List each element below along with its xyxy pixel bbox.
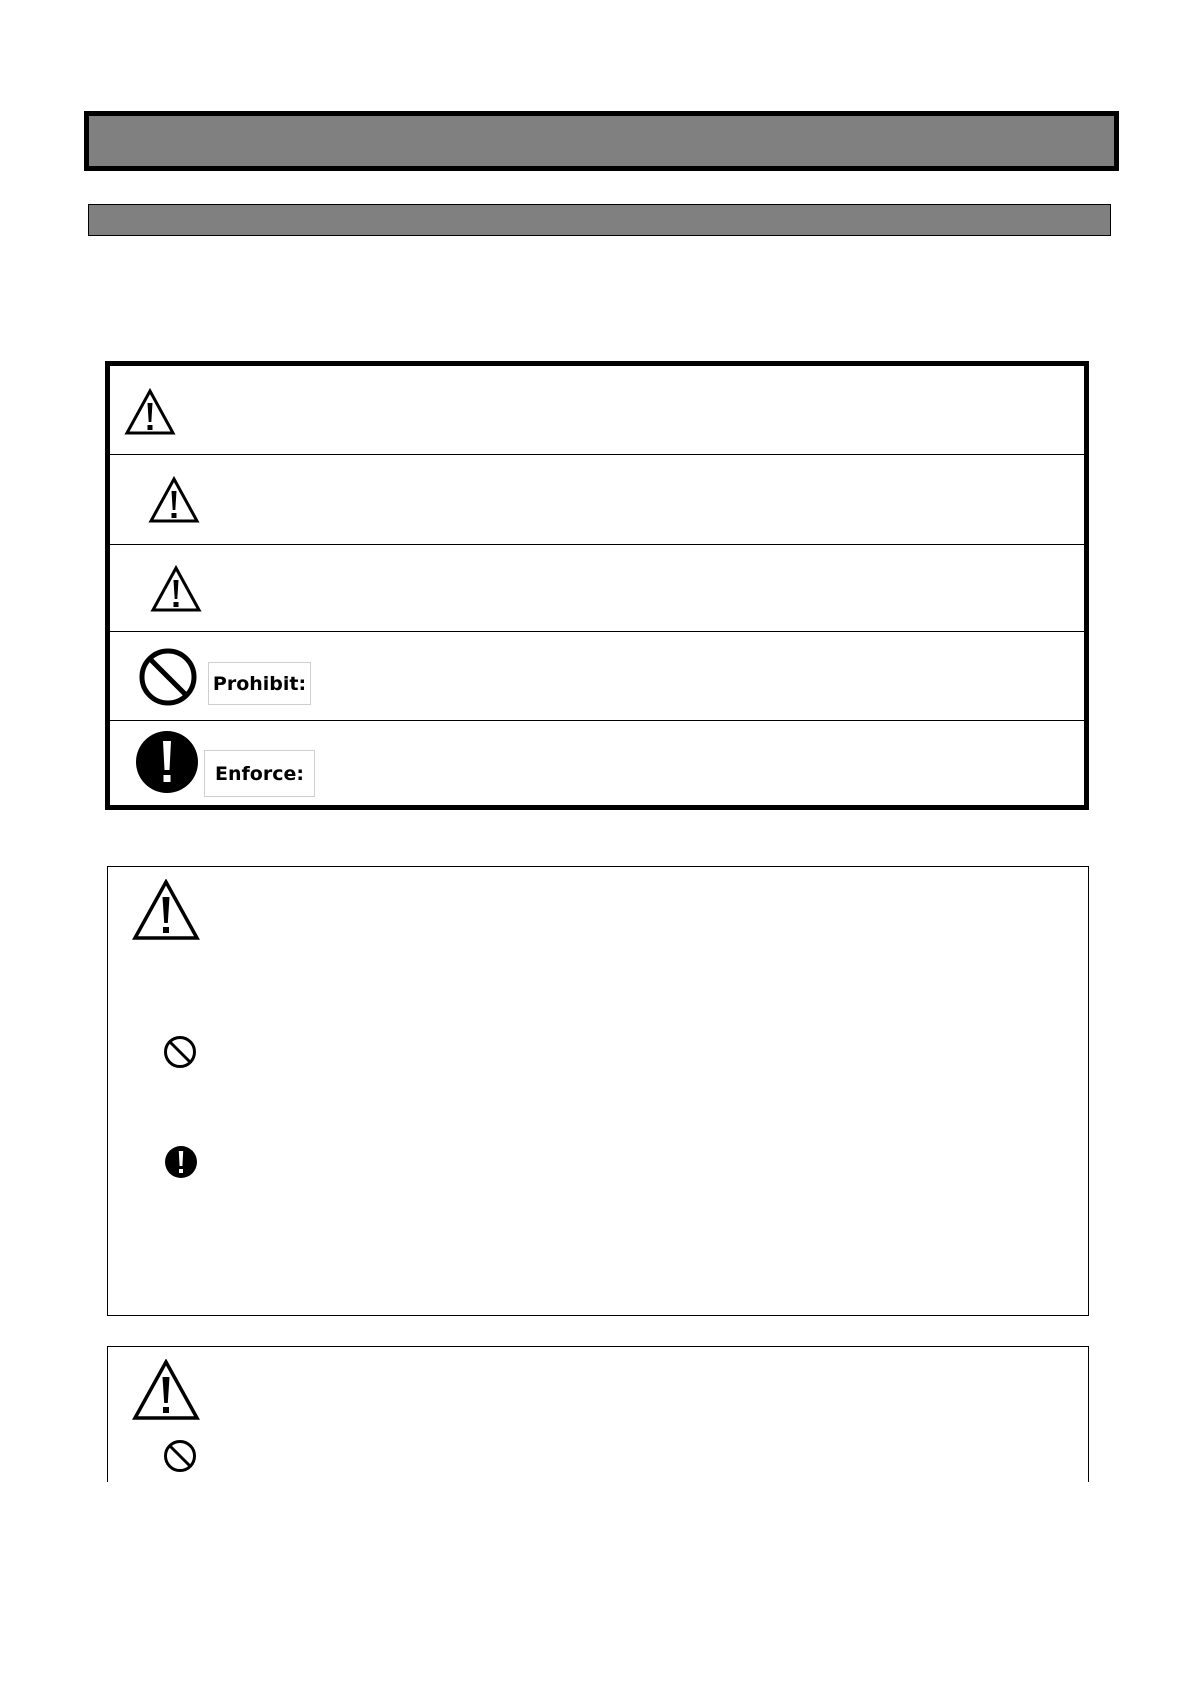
legend-row-danger — [110, 366, 1084, 454]
section-title-bar — [88, 204, 1111, 236]
prohibit-icon — [163, 1439, 197, 1473]
enforce-icon — [164, 1145, 198, 1179]
warning-triangle-icon — [150, 565, 202, 613]
enforce-icon — [135, 730, 199, 794]
prohibit-icon — [163, 1035, 197, 1069]
warning-triangle-icon — [148, 476, 200, 524]
warning-box — [107, 866, 1089, 1316]
prohibit-icon — [138, 647, 198, 707]
warning-triangle-icon — [132, 1359, 200, 1421]
prohibit-label: Prohibit: — [208, 662, 311, 705]
warning-triangle-icon — [132, 879, 200, 941]
warning-box — [107, 1346, 1089, 1482]
chapter-title-bar — [84, 111, 1119, 171]
legend-row-enforce — [110, 721, 1084, 805]
legend-row-caution — [110, 545, 1084, 631]
warning-triangle-icon — [124, 388, 176, 436]
enforce-label: Enforce: — [204, 750, 315, 797]
legend-row-prohibit — [110, 632, 1084, 720]
legend-row-warning — [110, 455, 1084, 543]
symbol-legend-table — [105, 361, 1089, 810]
